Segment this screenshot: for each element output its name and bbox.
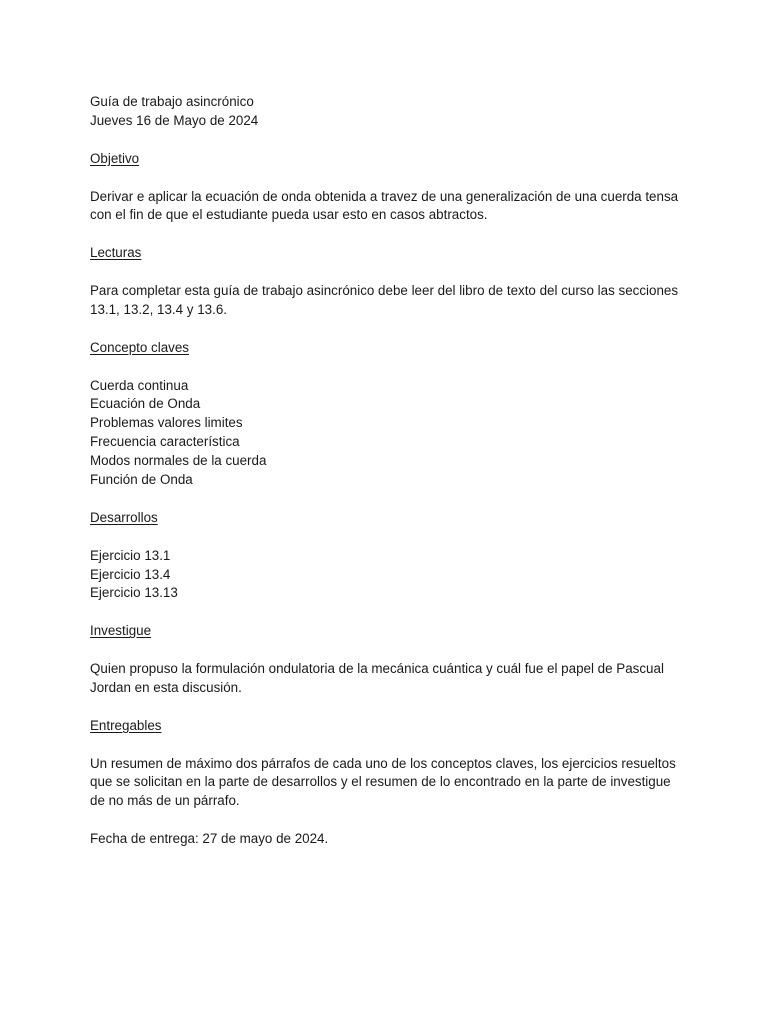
concepto-item: Ecuación de Onda: [90, 396, 201, 412]
section-heading-objetivo: Objetivo: [90, 150, 140, 166]
spacer: [90, 603, 680, 622]
concepto-item: Problemas valores limites: [90, 415, 243, 431]
spacer: [90, 225, 680, 244]
spacer: [90, 358, 680, 377]
ejercicio-item: Ejercicio 13.13: [90, 585, 178, 601]
spacer: [90, 698, 680, 717]
concepto-item: Cuerda continua: [90, 377, 189, 393]
spacer: [90, 811, 680, 830]
ejercicio-item: Ejercicio 13.4: [90, 566, 171, 582]
spacer: [90, 131, 680, 150]
concepto-item: Función de Onda: [90, 472, 193, 488]
section-heading-entregables: Entregables: [90, 717, 162, 733]
spacer: [90, 736, 680, 755]
document-date: Jueves 16 de Mayo de 2024: [90, 112, 259, 128]
section-heading-desarrollos: Desarrollos: [90, 509, 158, 525]
section-heading-lecturas: Lecturas: [90, 245, 142, 261]
spacer: [90, 528, 680, 547]
entregables-text: Un resumen de máximo dos párrafos de cada uno de los conceptos claves, los ejercicios resueltos que se solicitan en la parte de desarrollos y el resumen de lo encontrado en la parte de investigue de no más de un párrafo.: [90, 755, 676, 809]
spacer: [90, 263, 680, 282]
document-body: [90, 93, 680, 849]
lecturas-text: Para completar esta guía de trabajo asincrónico debe leer del libro de texto del curso las secciones 13.1, 13.2, 13.4 y 13.6.: [90, 283, 679, 317]
spacer: [90, 490, 680, 509]
fecha-entrega: Fecha de entrega: 27 de mayo de 2024.: [90, 831, 329, 847]
ejercicio-item: Ejercicio 13.1: [90, 547, 171, 563]
spacer: [90, 320, 680, 339]
spacer: [90, 641, 680, 660]
concepto-item: Modos normales de la cuerda: [90, 453, 267, 469]
desarrollos-list: [90, 547, 680, 604]
section-heading-conceptos: Concepto claves: [90, 339, 189, 355]
section-heading-investigue: Investigue: [90, 623, 152, 639]
concepto-item: Frecuencia característica: [90, 434, 240, 450]
investigue-text: Quien propuso la formulación ondulatoria de la mecánica cuántica y cuál fue el papel de Pascual Jordan en esta discusión.: [90, 661, 664, 695]
objetivo-text: Derivar e aplicar la ecuación de onda obtenida a travez de una generalización de una cuerda tensa con el fin de que el estudiante pueda usar esto en casos abtractos.: [90, 188, 679, 223]
conceptos-list: [90, 377, 680, 490]
spacer: [90, 169, 680, 188]
document-title: Guía de trabajo asincrónico: [90, 94, 254, 109]
